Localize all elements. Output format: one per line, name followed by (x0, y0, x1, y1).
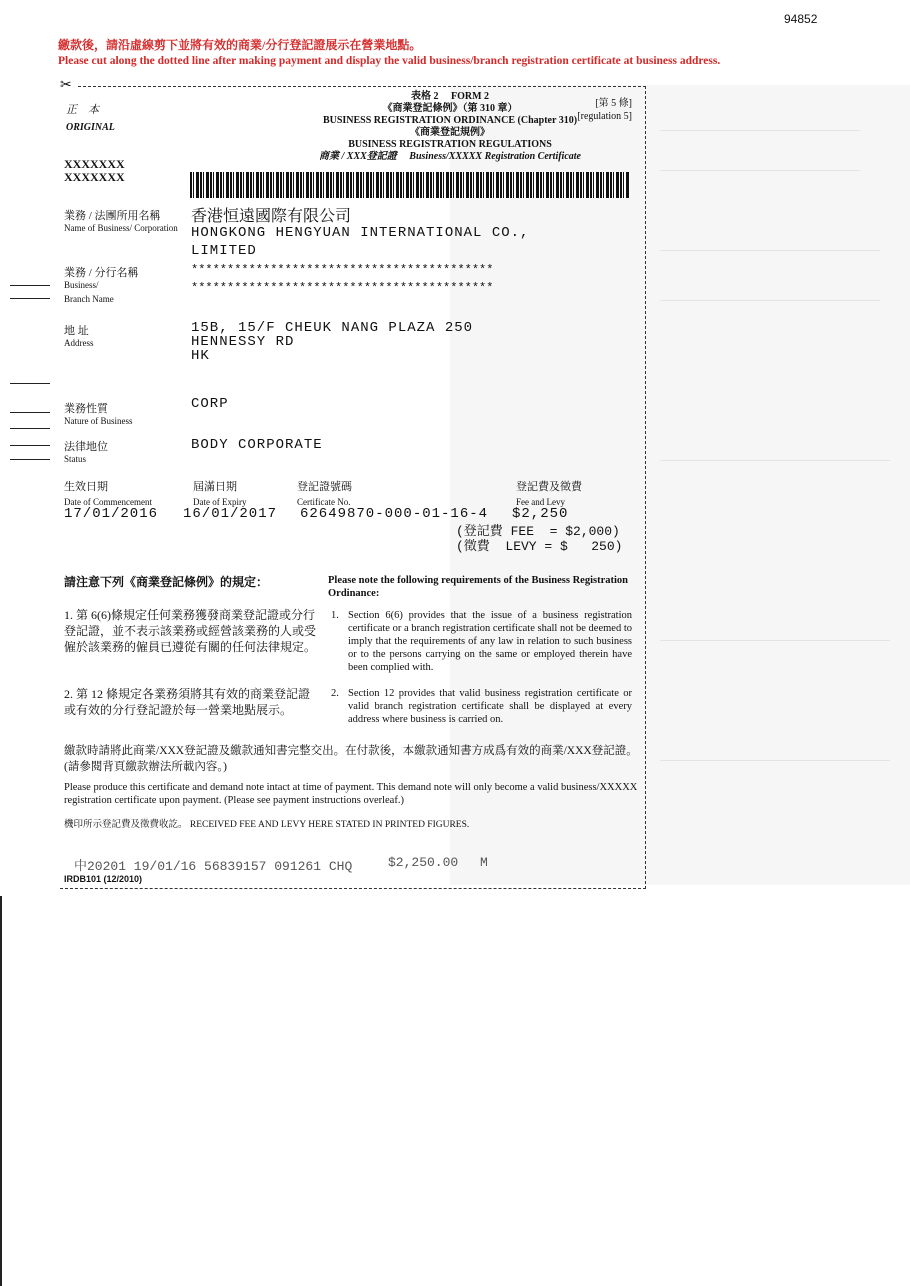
margin-line (10, 445, 50, 446)
fee-levy-label (516, 478, 582, 507)
business-name-en-2: LIMITED (191, 243, 257, 259)
barcode (190, 172, 630, 198)
code-line-1: XXXXXXX (64, 157, 125, 171)
branch-value-2: ****************************************** (191, 281, 494, 295)
margin-line (10, 383, 50, 384)
original-en: ORIGINAL (66, 122, 115, 133)
redacted-code (64, 158, 125, 184)
regulations-en: BUSINESS REGISTRATION REGULATIONS (348, 139, 552, 150)
commencement-label-en: Date of Commencement (64, 497, 152, 507)
produce-notice-zh: 繳款時請將此商業/XXX登記證及繳款通知書完整交出。在付款後，本繳款通知書方成爲有效的商業/XXX登記證。(請參閱背頁繳款辦法所載內容。) (64, 745, 638, 773)
status-label-zh: 法律地位 (64, 441, 108, 453)
note-1-zh: 1. 第 6(6)條規定任何業務獲發商業登記證或分行登記證，並不表示該業務或經營該業務的人或受僱於該業務的僱員已遵從有關的任何法律規定。 (64, 608, 317, 654)
certificate-title: 商業 / XXX登記證 Business/XXXXX Registration Certificate (319, 151, 581, 162)
margin-line (10, 459, 50, 460)
bg-line (660, 300, 880, 301)
branch-label-zh: 業務 / 分行名稱 (64, 267, 139, 279)
regulation-ref (576, 97, 632, 123)
notes-heading-en: Please note the following requirements of the Business Registration Ordinance: (328, 575, 629, 599)
note-1-en: Section 6(6) provides that the issue of a business registration certificate or a branch registration certificate shall not be deemed to imply that the requirements of any law in relation to such business or to the persons carrying on the same or employed therein have been complied with. (348, 610, 632, 673)
cut-line-right (645, 86, 646, 889)
regulation-zh: [第 5 條] (595, 98, 632, 109)
cut-line-bottom (60, 888, 646, 889)
name-label (64, 207, 184, 233)
business-name-en-1: HONGKONG HENGYUAN INTERNATIONAL CO., (191, 225, 530, 241)
branch-label-en-1: Business/ (64, 280, 99, 290)
receipt-mark: M (480, 855, 488, 870)
note-1-number: 1. (331, 610, 339, 621)
note-2-en: Section 12 provides that valid business registration certificate or valid branch registration certificate shall be displayed at every address where business is carried on. (348, 688, 632, 725)
levy-line: (徵費 LEVY = $ 250) (456, 539, 623, 554)
ordinance-zh: 《商業登記條例》（第 310 章） (382, 103, 518, 114)
note-2-number: 2. (331, 688, 339, 699)
bg-line (660, 170, 860, 171)
fee-line: (登記費 FEE = $2,000) (456, 524, 620, 539)
regulation-en: [regulation 5] (577, 111, 632, 122)
expiry-label-zh: 屆滿日期 (193, 481, 237, 493)
produce-notice-en: Please produce this certificate and demand note intact at time of payment. This demand note will only become a valid business/XXXXX registration certificate upon payment. (Please see payment instructions overleaf.) (64, 782, 638, 806)
receipt-amount: $2,250.00 (388, 855, 459, 870)
branch-value-1: ****************************************** (191, 263, 494, 277)
margin-line (10, 298, 50, 299)
certificate-number: 62649870-000-01-16-4 (300, 506, 489, 522)
commencement-label-zh: 生效日期 (64, 481, 108, 493)
regulations-zh: 《商業登記規例》 (410, 127, 490, 138)
notice-zh: 繳款後，請沿虛線剪下並將有效的商業/分行登記證展示在營業地點。 (58, 38, 422, 52)
nature-label-en: Nature of Business (64, 416, 133, 426)
notes-heading-zh: 請注意下列《商業登記條例》的規定： (64, 575, 269, 589)
certificate-no-label (297, 478, 352, 507)
address-label-en: Address (64, 338, 94, 348)
form-label: 表格 2 FORM 2 (410, 91, 490, 102)
branch-label-en-2: Branch Name (64, 294, 114, 304)
address-label-zh: 地 址 (64, 325, 89, 337)
ordinance-en: BUSINESS REGISTRATION ORDINANCE (Chapter 310) (322, 115, 578, 126)
cut-line-top (78, 86, 646, 87)
total-amount: $2,250 (512, 506, 569, 522)
original-zh: 正 本 (66, 104, 99, 116)
nature-value: CORP (191, 396, 229, 412)
notice-en: Please cut along the dotted line after making payment and display the valid business/branch registration certificate at business address. (58, 55, 721, 67)
bg-line (660, 640, 890, 641)
form-code: IRDB101 (12/2010) (64, 874, 143, 884)
status-value: BODY CORPORATE (191, 437, 323, 453)
expiry-label (193, 478, 246, 507)
name-label-zh: 業務 / 法團所用名稱 (64, 210, 161, 222)
certificate-no-label-zh: 登記證號碼 (297, 481, 352, 493)
commencement-date: 17/01/2016 (64, 506, 159, 522)
document-number: 94852 (784, 12, 818, 26)
address-label (64, 322, 184, 348)
business-name-zh: 香港恒遠國際有限公司 (191, 208, 352, 225)
note-2-zh: 2. 第 12 條規定各業務須將其有效的商業登記證或有效的分行登記證於每一營業地點展示。 (64, 687, 311, 717)
bg-line (660, 760, 890, 761)
bg-line (660, 460, 890, 461)
page-edge (0, 896, 2, 1286)
status-label-en: Status (64, 454, 87, 464)
address-line-1: 15B, 15/F CHEUK NANG PLAZA 250 (191, 320, 474, 336)
bg-line (660, 250, 880, 251)
fee-levy-label-en: Fee and Levy (516, 497, 565, 507)
address-line-2: HENNESSY RD (191, 334, 295, 350)
certificate-no-label-en: Certificate No. (297, 497, 351, 507)
code-line-2: XXXXXXX (64, 170, 125, 184)
nature-label (64, 400, 184, 426)
margin-line (10, 285, 50, 286)
commencement-label (64, 478, 152, 507)
received-notice: 機印所示登記費及徵費收訖。 RECEIVED FEE AND LEVY HERE STATED IN PRINTED FIGURES. (64, 820, 470, 830)
branch-label (64, 264, 184, 304)
receipt-stamp: 中20201 19/01/16 56839157 091261 CHQ (74, 859, 353, 874)
name-label-en: Name of Business/ Corporation (64, 223, 178, 233)
scissors-icon: ✂ (60, 78, 72, 93)
margin-line (10, 412, 50, 413)
address-line-3: HK (191, 348, 210, 364)
status-label (64, 438, 184, 464)
expiry-label-en: Date of Expiry (193, 497, 247, 507)
nature-label-zh: 業務性質 (64, 403, 108, 415)
bg-line (660, 130, 860, 131)
fee-levy-label-zh: 登記費及徵費 (516, 481, 582, 493)
expiry-date: 16/01/2017 (183, 506, 278, 522)
margin-line (10, 428, 50, 429)
